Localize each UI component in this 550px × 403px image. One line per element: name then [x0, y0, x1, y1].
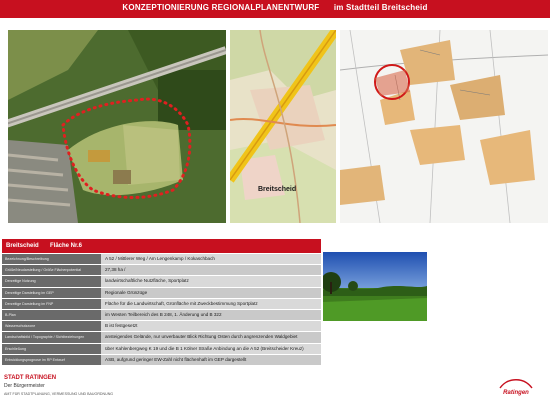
- landscape-photo: [323, 252, 427, 321]
- table-row: [2, 298, 321, 309]
- topographic-map: [230, 30, 336, 223]
- site-data-table: [2, 239, 321, 365]
- row-key: Derzeitige Nutzung: [2, 276, 101, 286]
- row-key: Entwicklungsprognose im RP Entwurf: [2, 355, 101, 365]
- row-value: A 52 / Mittlerer Weg / Am Lengenkamp / Kokaschbach: [101, 254, 321, 264]
- row-key: Derzeitige Darstellung im GEP: [2, 288, 101, 298]
- row-value: Regionale Grünzüge: [101, 288, 321, 298]
- page-title: [0, 3, 550, 12]
- row-value: landwirtschaftliche Nutzfläche, Sportplatz: [101, 276, 321, 286]
- title-text: KONZEPTIONIERUNG REGIONALPLANENTWURF: [122, 3, 320, 12]
- row-key: Erschließung: [2, 344, 101, 354]
- row-key: Derzeitige Darstellung im FNP: [2, 299, 101, 309]
- ratingen-logo: Ratingen: [503, 390, 529, 396]
- aerial-photo: [8, 30, 226, 223]
- table-area-number: Fläche Nr.6: [50, 243, 83, 249]
- subtitle-text: im Stadtteil Breitscheid: [333, 3, 428, 12]
- row-key: Landschaftsbild / Topographie / Sichtbeziehungen: [2, 332, 101, 342]
- table-row: [2, 320, 321, 331]
- row-value: B ist festgesetzt: [101, 321, 321, 331]
- table-header: [2, 239, 321, 253]
- table-row: [2, 253, 321, 264]
- city-name: STADT RATINGEN: [4, 375, 57, 381]
- topo-place-label: Breitscheid: [258, 186, 297, 193]
- row-key: B-Plan: [2, 310, 101, 320]
- table-row: [2, 354, 321, 365]
- table-row: [2, 275, 321, 286]
- table-row: [2, 264, 321, 275]
- row-value: ASB, aufgrund geringer EW-Zahl nicht flächenhaft im GEP dargestellt: [101, 355, 321, 365]
- department-line: AMT FÜR STADTPLANUNG, VERMESSUNG UND BAUORDNUNG: [4, 392, 114, 396]
- row-value: im Westen Teilbereich des B 248, 1. Änderung und B 322: [101, 310, 321, 320]
- header-banner: [0, 0, 550, 18]
- table-row: [2, 343, 321, 354]
- row-key: Wasserschutzzone: [2, 321, 101, 331]
- land-use-plan-map: [340, 30, 548, 223]
- row-key: Bezeichnung/Beschreibung: [2, 254, 101, 264]
- row-value: über Kahlenbergweg K 19 und die B 1 Kölner Straße Anbindung an die A 52 (Breitscheider Kreuz): [101, 344, 321, 354]
- table-row: [2, 331, 321, 342]
- row-value: ansteigendes Gelände, nur unverbauter Blick Richtung Osten durch angrenzenden Waldgebiet: [101, 332, 321, 342]
- table-row: [2, 287, 321, 298]
- table-location: Breitscheid: [6, 243, 39, 249]
- row-value: Fläche für die Landwirtschaft, Grünfläche mit Zweckbestimmung Sportplatz: [101, 299, 321, 309]
- row-key: Größe/Neudarstellung / Größe Flächenpotential: [2, 265, 101, 275]
- row-value: 27,38 ha /: [101, 265, 321, 275]
- mayor-line: Der Bürgermeister: [4, 383, 45, 389]
- table-row: [2, 309, 321, 320]
